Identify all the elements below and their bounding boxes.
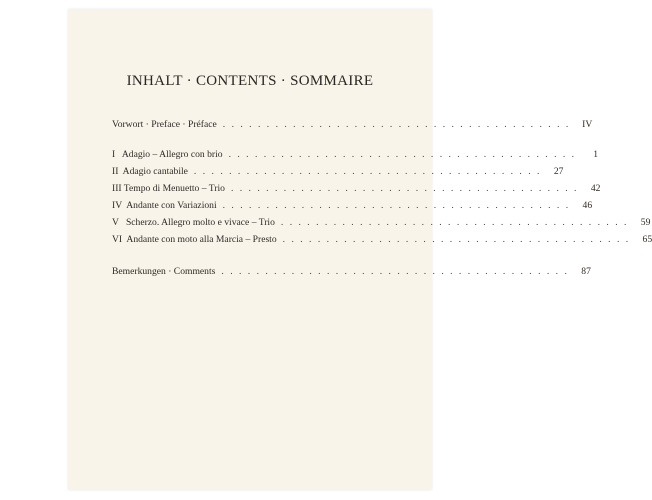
toc-entry-label: III Tempo di Menuetto – Trio bbox=[112, 183, 225, 194]
dot-leader: . . . . . . . . . . . . . . . . . . . . . . . . . . . . . . . . . . . . . . . . bbox=[193, 166, 542, 177]
toc-entry-page: 59 bbox=[640, 217, 651, 228]
toc-entry-label: II Adagio cantabile bbox=[112, 166, 188, 177]
toc-entry-label: Bemerkungen · Comments bbox=[112, 266, 216, 277]
toc-entry-movement-2 bbox=[112, 166, 564, 180]
toc-entry-preface bbox=[112, 119, 593, 133]
dot-leader: . . . . . . . . . . . . . . . . . . . . . . . . . . . . . . . . . . . . . . . . bbox=[221, 266, 569, 277]
toc-entry-label: I Adagio – Allegro con brio bbox=[112, 149, 223, 160]
toc-entry-movement-3 bbox=[112, 183, 601, 197]
dot-leader: . . . . . . . . . . . . . . . . . . . . . . . . . . . . . . . . . . . . . . . . bbox=[230, 183, 579, 194]
dot-leader: . . . . . . . . . . . . . . . . . . . . . . . . . . . . . . . . . . . . . . . . bbox=[282, 234, 631, 245]
toc-entry-label: Vorwort · Preface · Préface bbox=[112, 119, 217, 130]
toc-entry-page: IV bbox=[582, 119, 593, 130]
toc-entry-label: V Scherzo. Allegro molto e vivace – Trio bbox=[112, 217, 275, 228]
toc-entry-movement-1 bbox=[112, 149, 599, 163]
toc-entry-movement-6 bbox=[112, 234, 652, 248]
toc-entry-page: 27 bbox=[553, 166, 564, 177]
toc-entry-movement-5 bbox=[112, 217, 651, 231]
toc-entry-page: 42 bbox=[590, 183, 601, 194]
toc-entry-label: VI Andante con moto alla Marcia – Presto bbox=[112, 234, 277, 245]
toc-entry-comments bbox=[112, 266, 591, 280]
toc-entry-page: 87 bbox=[581, 266, 591, 277]
toc-entry-page: 46 bbox=[582, 200, 593, 211]
dot-leader: . . . . . . . . . . . . . . . . . . . . . . . . . . . . . . . . . . . . . . . . bbox=[222, 119, 571, 130]
dot-leader: . . . . . . . . . . . . . . . . . . . . . . . . . . . . . . . . . . . . . . . . bbox=[222, 200, 571, 211]
toc-entry-page: 1 bbox=[593, 149, 599, 160]
dot-leader: . . . . . . . . . . . . . . . . . . . . . . . . . . . . . . . . . . . . . . . . bbox=[280, 217, 629, 228]
dot-leader: . . . . . . . . . . . . . . . . . . . . . . . . . . . . . . . . . . . . . . . . bbox=[228, 149, 577, 160]
toc-entry-page: 65 bbox=[642, 234, 652, 245]
page-title: INHALT · CONTENTS · SOMMAIRE bbox=[126, 73, 374, 89]
document-page bbox=[68, 9, 652, 490]
toc-entry-movement-4 bbox=[112, 200, 593, 214]
toc-entry-label: IV Andante con Variazioni bbox=[112, 200, 217, 211]
